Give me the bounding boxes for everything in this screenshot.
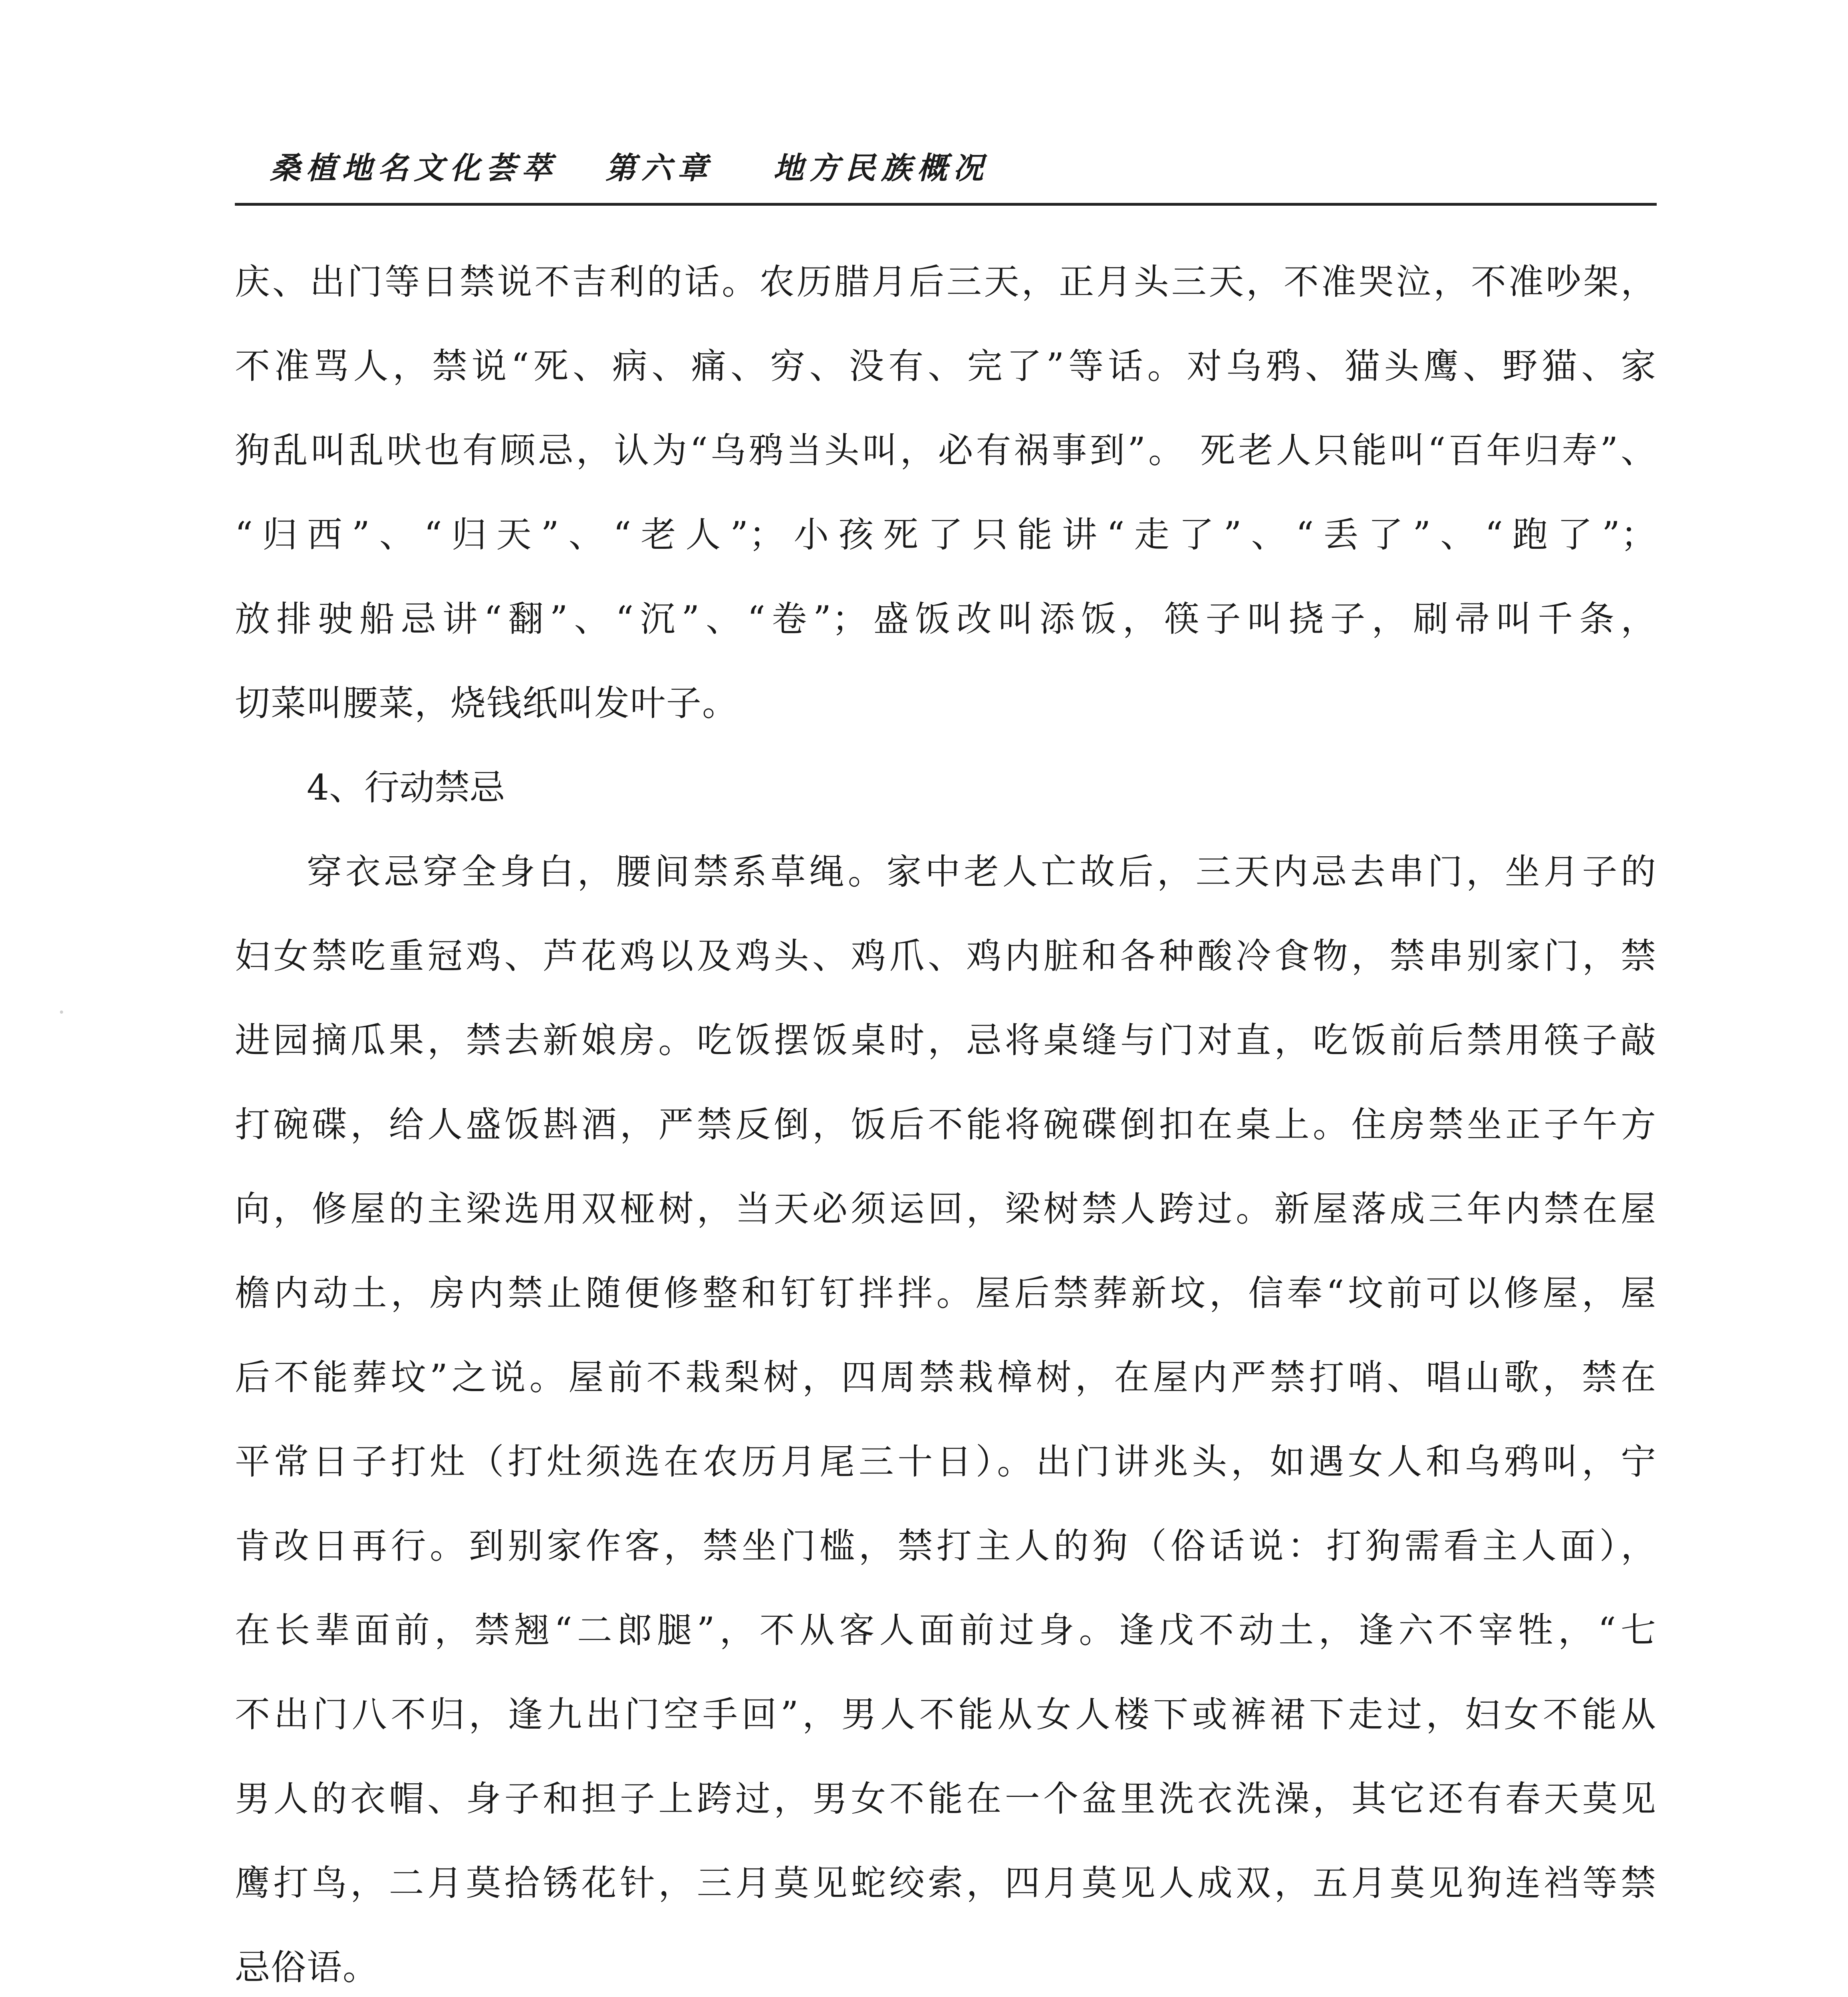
- text-line: 不出门八不归，逢九出门空手回”，男人不能从女人楼下或裤裙下走过，妇女不能从: [235, 1694, 1657, 1735]
- running-header: [270, 144, 1628, 192]
- body-text: [235, 240, 1657, 1997]
- text-line: 肯改日再行。到别家作客，禁坐门槛，禁打主人的狗（俗话说：打狗需看主人面），: [235, 1525, 1657, 1566]
- text-line: 后不能葬坟”之说。屋前不栽梨树，四周禁栽樟树，在屋内严禁打哨、唱山歌，禁在: [235, 1357, 1657, 1398]
- paragraph-action-taboos: [235, 830, 1657, 1997]
- text-line: 不准骂人，禁说“死、病、痛、穷、没有、完了”等话。对乌鸦、猫头鹰、野猫、家: [235, 345, 1657, 387]
- text-line: 男人的衣帽、身子和担子上跨过，男女不能在一个盆里洗衣洗澡，其它还有春天莫见: [235, 1778, 1657, 1819]
- header-book-title: 桑植地名文化荟萃: [270, 150, 558, 186]
- header-divider: [235, 203, 1657, 206]
- text-line: 在长辈面前，禁翘“二郎腿”，不从客人面前过身。逢戊不动土，逢六不宰牲，“七: [235, 1610, 1657, 1651]
- text-line: 狗乱叫乱吠也有顾忌，认为“乌鸦当头叫，必有祸事到”。 死老人只能叫“百年归寿”、: [235, 430, 1657, 471]
- scan-speck: [60, 1010, 63, 1014]
- text-line: 鹰打鸟，二月莫拾锈花针，三月莫见蛇绞索，四月莫见人成双，五月莫见狗连裆等禁: [235, 1862, 1657, 1904]
- text-line: 忌俗语。: [235, 1947, 379, 1988]
- text-line: 放排驶船忌讲“翻”、“沉”、“卷”；盛饭改叫添饭，筷子叫挠子，刷帚叫千条，: [235, 598, 1657, 639]
- text-line: 庆、出门等日禁说不吉利的话。农历腊月后三天，正月头三天，不准哭泣，不准吵架，: [235, 261, 1657, 302]
- text-line: 平常日子打灶（打灶须选在农历月尾三十日）。出门讲兆头，如遇女人和乌鸦叫，宁: [235, 1441, 1657, 1482]
- text-line: 穿衣忌穿全身白，腰间禁系草绳。家中老人亡故后，三天内忌去串门，坐月子的: [307, 851, 1657, 892]
- text-line: 切菜叫腰菜，烧钱纸叫发叶子。: [235, 683, 738, 724]
- header-chapter: 第六章: [605, 150, 713, 186]
- paragraph-taboo-speech: [235, 240, 1657, 745]
- text-line: 打碗碟，给人盛饭斟酒，严禁反倒，饭后不能将碗碟倒扣在桌上。住房禁坐正子午方: [235, 1104, 1657, 1145]
- text-line: 进园摘瓜果，禁去新娘房。吃饭摆饭桌时，忌将桌缝与门对直，吃饭前后禁用筷子敲: [235, 1020, 1657, 1061]
- text-line: 檐内动土，房内禁止随便修整和钉钉拌拌。屋后禁葬新坟，信奉“坟前可以修屋，屋: [235, 1272, 1657, 1314]
- text-line: “归西”、“归天”、“老人”；小孩死了只能讲“走了”、“丢了”、“跑了”；: [235, 514, 1657, 555]
- header-chapter-title: 地方民族概况: [773, 150, 989, 186]
- text-line: 向，修屋的主梁选用双桠树，当天必须运回，梁树禁人跨过。新屋落成三年内禁在屋: [235, 1188, 1657, 1229]
- subheading-action-taboos: 4、行动禁忌: [307, 767, 505, 808]
- text-line: 妇女禁吃重冠鸡、芦花鸡以及鸡头、鸡爪、鸡内脏和各种酸冷食物，禁串别家门，禁: [235, 935, 1657, 977]
